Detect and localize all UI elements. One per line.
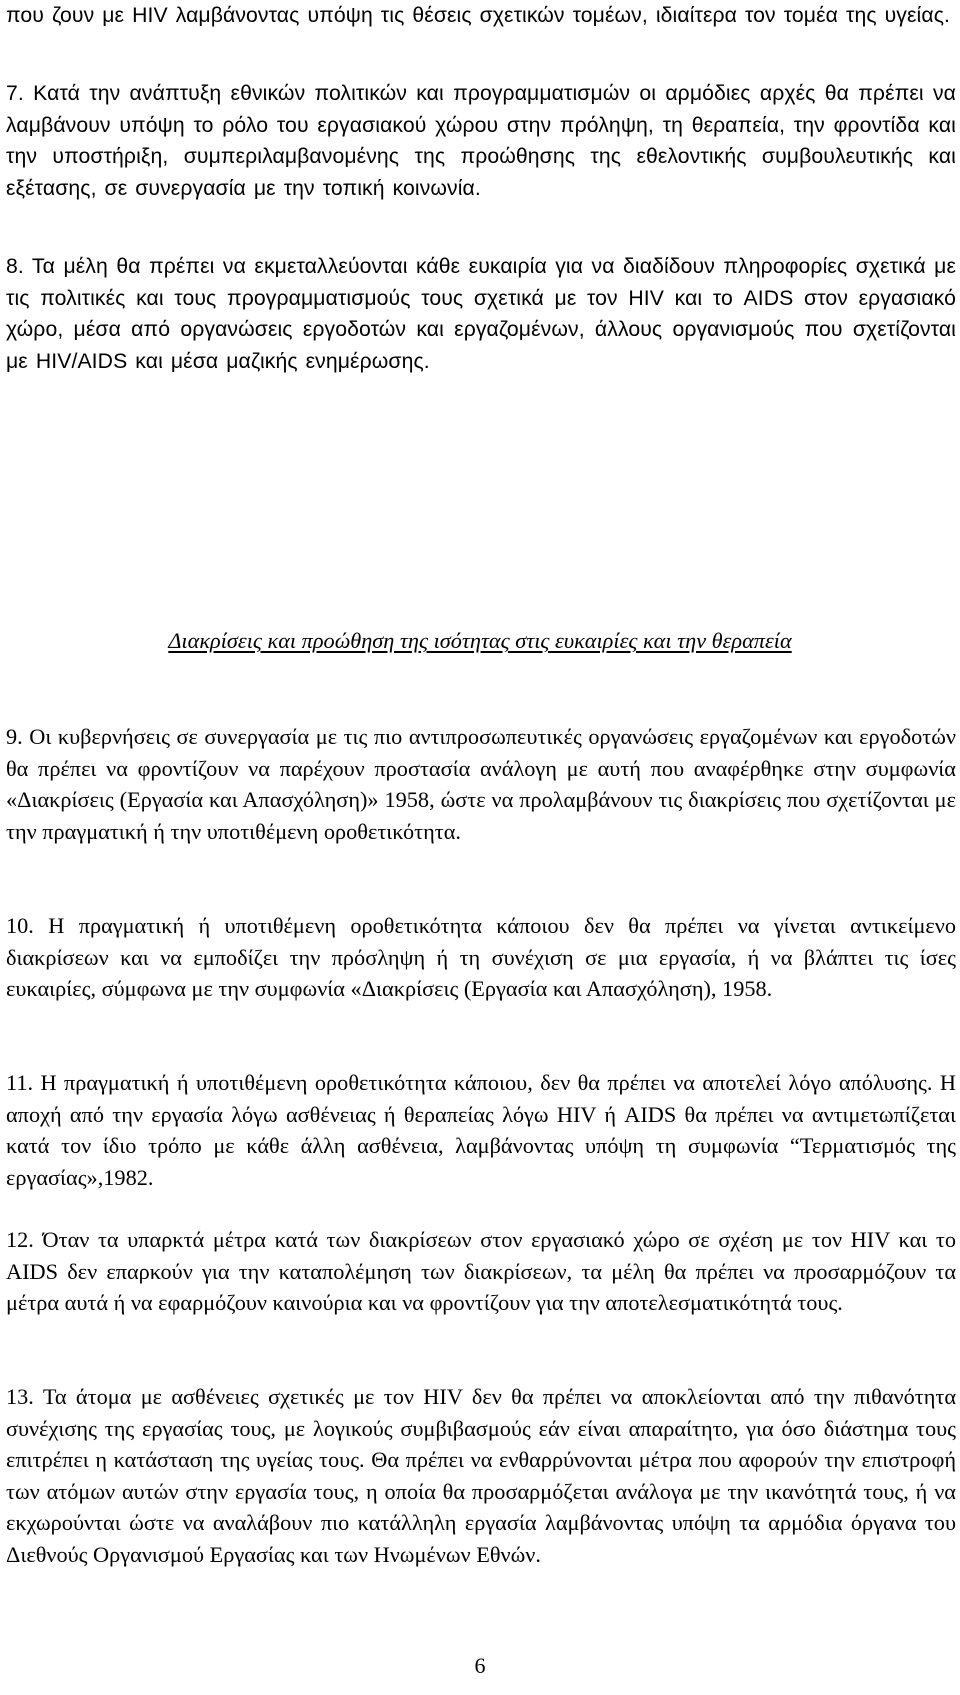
paragraph-8: 8. Τα μέλη θα πρέπει να εκμεταλλεύονται κάθε ευκαιρία για να διαδίδουν πληροφορίες σχετικά με τις πολιτικές και τους προγραμματισμούς τους σχετικά με τον HIV και το AIDS στον εργασιακό χώρο, μέσα από οργανώσεις εργοδοτών και εργαζομένων, άλλους οργανισμούς που σχετίζονται με HIV/AIDS και μέσα μαζικής ενημέρωσης.: [6, 255, 956, 373]
paragraph-continuation: που ζουν με HIV λαμβάνοντας υπόψη τις θέσεις σχετικών τομέων, ιδιαίτερα τον τομέα της υγείας.: [6, 4, 951, 27]
paragraph-10: 10. Η πραγματική ή υποτιθέμενη οροθετικότητα κάποιου δεν θα πρέπει να γίνεται αντικείμενο διακρίσεων και να εμποδίζει την πρόσληψη ή τη συνέχιση σε μια εργασία, ή να βλάπτει τις ίσες ευκαιρίες, σύμφωνα με την συμφωνία «Διακρίσεις (Εργασία και Απασχόληση), 1958.: [6, 913, 956, 1001]
section-heading-text: Διακρίσεις και προώθηση της ισότητας στις ευκαιρίες και την θεραπεία: [168, 628, 792, 653]
paragraph-12: 12. Όταν τα υπαρκτά μέτρα κατά των διακρίσεων στον εργασιακό χώρο σε σχέση με τον HIV και το AIDS δεν επαρκούν για την καταπολέμηση των διακρίσεων, τα μέλη θα πρέπει να προσαρμόζουν τα μέτρα αυτά ή να εφαρμόζουν καινούρια και να φροντίζουν για την αποτελεσματικότητά τους.: [6, 1227, 956, 1315]
paragraph-13: 13. Τα άτομα με ασθένειες σχετικές με τον HIV δεν θα πρέπει να αποκλείονται από την πιθανότητα συνέχισης της εργασίας τους, με λογικούς συμβιβασμούς εάν είναι απαραίτητο, για όσο διάστημα τους επιτρέπει η κατάσταση της υγείας τους. Θα πρέπει να ενθαρρύνονται μέτρα που αφορούν την επιστροφή των ατόμων αυτών στην εργασία τους, η οποία θα προσαρμόζεται ανάλογα με την ικανότητά τους, ή να εκχωρούνται ώστε να αναλάβουν πιο κατάλληλη εργασία λαμβάνοντας υπόψη τα αρμόδια όργανα του Διεθνούς Οργανισμού Εργασίας και των Ηνωμένων Εθνών.: [6, 1384, 956, 1567]
paragraph-9: 9. Οι κυβερνήσεις σε συνεργασία με τις πιο αντιπροσωπευτικές οργανώσεις εργαζομένων και εργοδοτών θα πρέπει να φροντίζουν να παρέχουν προστασία ανάλογη με αυτή που αναφέρθηκε στην συμφωνία «Διακρίσεις (Εργασία και Απασχόληση)» 1958, ώστε να προλαμβάνουν τις διακρίσεις που σχετίζονται με την πραγματική ή την υποτιθέμενη οροθετικότητα.: [6, 724, 956, 844]
paragraph-7: 7. Κατά την ανάπτυξη εθνικών πολιτικών και προγραμματισμών οι αρμόδιες αρχές θα πρέπει να λαμβάνουν υπόψη το ρόλο του εργασιακού χώρου στην πρόληψη, τη θεραπεία, την φροντίδα και την υποστήριξη, συμπεριλαμβανομένης της προώθησης της εθελοντικής συμβουλευτικής και εξέτασης, σε συνεργασία με την τοπική κοινωνία.: [6, 82, 956, 200]
paragraph-11: 11. Η πραγματική ή υποτιθέμενη οροθετικότητα κάποιου, δεν θα πρέπει να αποτελεί λόγο απόλυσης. Η αποχή από την εργασία λόγω ασθένειας ή θεραπείας λόγω HIV ή AIDS θα πρέπει να αντιμετωπίζεται κατά τον ίδιο τρόπο με κάθε άλλη ασθένεια, λαμβάνοντας υπόψη τη συμφωνία “Τερματισμός της εργασίας»,1982.: [6, 1070, 956, 1190]
page-number: 6: [474, 1653, 486, 1678]
section-heading: [0, 626, 960, 656]
